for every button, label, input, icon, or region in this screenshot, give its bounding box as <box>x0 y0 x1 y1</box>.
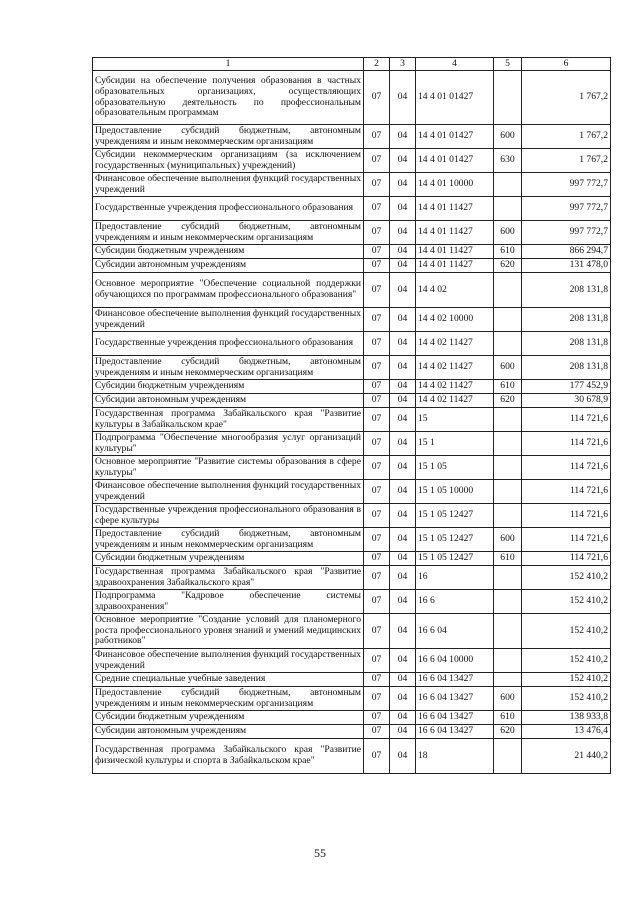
cell-amount: 152 410,2 <box>522 673 611 687</box>
cell-name: Предоставление субсидий бюджетным, автономным учреждениям и иным некоммерческим организациям <box>93 687 364 711</box>
cell-subsection: 04 <box>390 308 416 332</box>
cell-name: Предоставление субсидий бюджетным, автономным учреждениям и иным некоммерческим организациям <box>93 125 364 149</box>
cell-target-code: 14 4 02 11427 <box>416 356 494 380</box>
cell-target-code: 16 6 04 13427 <box>416 687 494 711</box>
cell-section: 07 <box>364 332 390 356</box>
cell-amount: 114 721,6 <box>522 552 611 566</box>
cell-amount: 131 478,0 <box>522 259 611 273</box>
cell-name: Государственная программа Забайкальского края "Развитие здравоохранения Забайкальского края" <box>93 566 364 590</box>
cell-target-code: 16 6 04 13427 <box>416 673 494 687</box>
cell-amount: 152 410,2 <box>522 590 611 614</box>
cell-expense-type <box>494 504 522 528</box>
cell-expense-type <box>494 590 522 614</box>
cell-section: 07 <box>364 356 390 380</box>
cell-name: Субсидии бюджетным учреждениям <box>93 380 364 394</box>
cell-target-code: 15 1 05 12427 <box>416 504 494 528</box>
cell-target-code: 14 4 01 01427 <box>416 125 494 149</box>
table-row <box>93 456 611 480</box>
cell-expense-type <box>494 739 522 774</box>
cell-target-code: 14 4 02 11427 <box>416 332 494 356</box>
cell-target-code: 16 6 04 10000 <box>416 649 494 673</box>
table-row <box>93 173 611 197</box>
cell-subsection: 04 <box>390 125 416 149</box>
cell-name: Предоставление субсидий бюджетным, автономным учреждениям и иным некоммерческим организациям <box>93 221 364 245</box>
cell-amount: 152 410,2 <box>522 649 611 673</box>
table-row <box>93 71 611 125</box>
cell-section: 07 <box>364 739 390 774</box>
cell-target-code: 16 6 04 13427 <box>416 711 494 725</box>
cell-section: 07 <box>364 614 390 649</box>
cell-amount: 114 721,6 <box>522 480 611 504</box>
cell-amount: 997 772,7 <box>522 221 611 245</box>
cell-name: Государственная программа Забайкальского края "Развитие физической культуры и спорта в Забайкальском крае" <box>93 739 364 774</box>
table-row <box>93 273 611 308</box>
cell-expense-type: 630 <box>494 149 522 173</box>
cell-subsection: 04 <box>390 528 416 552</box>
cell-subsection: 04 <box>390 245 416 259</box>
cell-subsection: 04 <box>390 711 416 725</box>
cell-target-code: 14 4 01 01427 <box>416 149 494 173</box>
cell-target-code: 16 6 <box>416 590 494 614</box>
table-row <box>93 504 611 528</box>
cell-amount: 1 767,2 <box>522 125 611 149</box>
cell-section: 07 <box>364 71 390 125</box>
cell-name: Субсидии автономным учреждениям <box>93 259 364 273</box>
cell-subsection: 04 <box>390 480 416 504</box>
cell-amount: 997 772,7 <box>522 173 611 197</box>
table-row <box>93 149 611 173</box>
cell-section: 07 <box>364 528 390 552</box>
cell-amount: 30 678,9 <box>522 394 611 408</box>
table-row <box>93 614 611 649</box>
cell-target-code: 14 4 01 11427 <box>416 245 494 259</box>
table-row <box>93 125 611 149</box>
cell-expense-type <box>494 71 522 125</box>
cell-expense-type <box>494 649 522 673</box>
column-header: 1 <box>93 58 364 71</box>
cell-name: Государственные учреждения профессионального образования <box>93 332 364 356</box>
cell-target-code: 15 1 05 12427 <box>416 528 494 552</box>
cell-section: 07 <box>364 245 390 259</box>
cell-target-code: 15 1 <box>416 432 494 456</box>
cell-subsection: 04 <box>390 504 416 528</box>
table-row <box>93 221 611 245</box>
cell-expense-type: 600 <box>494 528 522 552</box>
cell-target-code: 16 <box>416 566 494 590</box>
cell-subsection: 04 <box>390 197 416 221</box>
cell-name: Субсидии автономным учреждениям <box>93 394 364 408</box>
cell-expense-type: 620 <box>494 259 522 273</box>
cell-target-code: 15 1 05 <box>416 456 494 480</box>
cell-amount: 13 476,4 <box>522 725 611 739</box>
column-header: 3 <box>390 58 416 71</box>
cell-section: 07 <box>364 408 390 432</box>
cell-amount: 114 721,6 <box>522 504 611 528</box>
cell-section: 07 <box>364 173 390 197</box>
cell-section: 07 <box>364 125 390 149</box>
cell-expense-type <box>494 273 522 308</box>
cell-section: 07 <box>364 221 390 245</box>
cell-amount: 1 767,2 <box>522 149 611 173</box>
table-row <box>93 590 611 614</box>
cell-subsection: 04 <box>390 614 416 649</box>
cell-target-code: 14 4 01 11427 <box>416 221 494 245</box>
cell-name: Субсидии бюджетным учреждениям <box>93 245 364 259</box>
cell-amount: 208 131,8 <box>522 273 611 308</box>
cell-expense-type: 600 <box>494 125 522 149</box>
cell-section: 07 <box>364 673 390 687</box>
cell-name: Субсидии некоммерческим организациям (за исключением государственных (муниципальных) учреждений) <box>93 149 364 173</box>
cell-section: 07 <box>364 456 390 480</box>
table-row <box>93 394 611 408</box>
cell-section: 07 <box>364 197 390 221</box>
cell-expense-type <box>494 566 522 590</box>
cell-amount: 208 131,8 <box>522 356 611 380</box>
cell-subsection: 04 <box>390 408 416 432</box>
column-header: 5 <box>494 58 522 71</box>
cell-subsection: 04 <box>390 566 416 590</box>
cell-expense-type: 600 <box>494 356 522 380</box>
cell-amount: 866 294,7 <box>522 245 611 259</box>
cell-subsection: 04 <box>390 394 416 408</box>
cell-subsection: 04 <box>390 725 416 739</box>
table-row <box>93 308 611 332</box>
cell-expense-type <box>494 332 522 356</box>
cell-section: 07 <box>364 552 390 566</box>
cell-expense-type: 600 <box>494 687 522 711</box>
cell-amount: 152 410,2 <box>522 614 611 649</box>
table-row <box>93 711 611 725</box>
cell-section: 07 <box>364 649 390 673</box>
cell-target-code: 15 1 05 12427 <box>416 552 494 566</box>
cell-amount: 208 131,8 <box>522 308 611 332</box>
cell-section: 07 <box>364 504 390 528</box>
cell-subsection: 04 <box>390 739 416 774</box>
cell-subsection: 04 <box>390 149 416 173</box>
cell-name: Средние специальные учебные заведения <box>93 673 364 687</box>
cell-amount: 177 452,9 <box>522 380 611 394</box>
cell-name: Субсидии бюджетным учреждениям <box>93 552 364 566</box>
page-number: 55 <box>314 846 326 860</box>
cell-name: Финансовое обеспечение выполнения функций государственных учреждений <box>93 308 364 332</box>
table-row <box>93 332 611 356</box>
cell-name: Основное мероприятие "Обеспечение социальной поддержки обучающихся по программам профессионального образования" <box>93 273 364 308</box>
cell-expense-type <box>494 432 522 456</box>
table-row <box>93 649 611 673</box>
cell-subsection: 04 <box>390 273 416 308</box>
table-row <box>93 245 611 259</box>
cell-expense-type: 610 <box>494 711 522 725</box>
cell-subsection: 04 <box>390 673 416 687</box>
cell-expense-type <box>494 197 522 221</box>
cell-target-code: 15 1 05 10000 <box>416 480 494 504</box>
cell-expense-type <box>494 480 522 504</box>
cell-target-code: 16 6 04 13427 <box>416 725 494 739</box>
cell-expense-type <box>494 614 522 649</box>
cell-subsection: 04 <box>390 649 416 673</box>
cell-section: 07 <box>364 273 390 308</box>
cell-target-code: 14 4 02 11427 <box>416 394 494 408</box>
table-row <box>93 673 611 687</box>
cell-target-code: 14 4 01 11427 <box>416 259 494 273</box>
cell-name: Государственные учреждения профессионального образования в сфере культуры <box>93 504 364 528</box>
cell-section: 07 <box>364 725 390 739</box>
cell-amount: 21 440,2 <box>522 739 611 774</box>
cell-target-code: 14 4 02 <box>416 273 494 308</box>
table-row <box>93 480 611 504</box>
cell-subsection: 04 <box>390 173 416 197</box>
table-row <box>93 739 611 774</box>
table-row <box>93 725 611 739</box>
cell-name: Предоставление субсидий бюджетным, автономным учреждениям и иным некоммерческим организациям <box>93 356 364 380</box>
table-body <box>93 71 611 774</box>
cell-name: Государственная программа Забайкальского края "Развитие культуры в Забайкальском крае" <box>93 408 364 432</box>
cell-name: Государственные учреждения профессионального образования <box>93 197 364 221</box>
cell-section: 07 <box>364 432 390 456</box>
cell-subsection: 04 <box>390 590 416 614</box>
cell-expense-type: 610 <box>494 245 522 259</box>
cell-amount: 114 721,6 <box>522 408 611 432</box>
cell-name: Субсидии бюджетным учреждениям <box>93 711 364 725</box>
cell-name: Субсидии автономным учреждениям <box>93 725 364 739</box>
cell-amount: 152 410,2 <box>522 687 611 711</box>
column-header: 2 <box>364 58 390 71</box>
cell-section: 07 <box>364 566 390 590</box>
cell-expense-type: 620 <box>494 725 522 739</box>
cell-expense-type <box>494 456 522 480</box>
cell-name: Предоставление субсидий бюджетным, автономным учреждениям и иным некоммерческим организациям <box>93 528 364 552</box>
cell-amount: 1 767,2 <box>522 71 611 125</box>
cell-amount: 138 933,8 <box>522 711 611 725</box>
cell-section: 07 <box>364 711 390 725</box>
cell-section: 07 <box>364 308 390 332</box>
cell-target-code: 14 4 02 10000 <box>416 308 494 332</box>
cell-expense-type: 600 <box>494 221 522 245</box>
table-row <box>93 356 611 380</box>
table-header-row <box>93 58 611 71</box>
table-row <box>93 687 611 711</box>
table-row <box>93 432 611 456</box>
column-header: 6 <box>522 58 611 71</box>
cell-section: 07 <box>364 380 390 394</box>
cell-target-code: 14 4 01 01427 <box>416 71 494 125</box>
table-row <box>93 528 611 552</box>
cell-subsection: 04 <box>390 71 416 125</box>
cell-expense-type <box>494 173 522 197</box>
cell-target-code: 14 4 02 11427 <box>416 380 494 394</box>
cell-amount: 997 772,7 <box>522 197 611 221</box>
cell-expense-type <box>494 308 522 332</box>
cell-name: Основное мероприятие "Создание условий для планомерного роста профессионального уровня знаний и умений медицинских работников" <box>93 614 364 649</box>
cell-expense-type: 610 <box>494 552 522 566</box>
cell-target-code: 14 4 01 11427 <box>416 197 494 221</box>
cell-section: 07 <box>364 394 390 408</box>
cell-target-code: 14 4 01 10000 <box>416 173 494 197</box>
table-row <box>93 566 611 590</box>
cell-amount: 114 721,6 <box>522 528 611 552</box>
cell-name: Подпрограмма "Обеспечение многообразия услуг организаций культуры" <box>93 432 364 456</box>
cell-target-code: 15 <box>416 408 494 432</box>
table-row <box>93 408 611 432</box>
cell-expense-type <box>494 408 522 432</box>
cell-name: Финансовое обеспечение выполнения функций государственных учреждений <box>93 173 364 197</box>
budget-table <box>92 57 611 774</box>
cell-name: Финансовое обеспечение выполнения функций государственных учреждений <box>93 649 364 673</box>
cell-subsection: 04 <box>390 432 416 456</box>
cell-section: 07 <box>364 149 390 173</box>
cell-section: 07 <box>364 480 390 504</box>
cell-amount: 114 721,6 <box>522 432 611 456</box>
cell-amount: 114 721,6 <box>522 456 611 480</box>
cell-subsection: 04 <box>390 687 416 711</box>
table-row <box>93 197 611 221</box>
cell-subsection: 04 <box>390 221 416 245</box>
cell-subsection: 04 <box>390 332 416 356</box>
cell-amount: 208 131,8 <box>522 332 611 356</box>
column-header: 4 <box>416 58 494 71</box>
cell-expense-type: 620 <box>494 394 522 408</box>
cell-subsection: 04 <box>390 456 416 480</box>
table-row <box>93 380 611 394</box>
cell-name: Основное мероприятие "Развитие системы образования в сфере культуры" <box>93 456 364 480</box>
cell-subsection: 04 <box>390 552 416 566</box>
cell-expense-type: 610 <box>494 380 522 394</box>
cell-subsection: 04 <box>390 259 416 273</box>
cell-subsection: 04 <box>390 356 416 380</box>
cell-name: Подпрограмма "Кадровое обеспечение системы здравоохранения" <box>93 590 364 614</box>
cell-target-code: 18 <box>416 739 494 774</box>
cell-expense-type <box>494 673 522 687</box>
table-row <box>93 259 611 273</box>
cell-section: 07 <box>364 259 390 273</box>
cell-target-code: 16 6 04 <box>416 614 494 649</box>
cell-name: Финансовое обеспечение выполнения функций государственных учреждений <box>93 480 364 504</box>
cell-name: Субсидии на обеспечение получения образования в частных образовательных организациях, осуществляющих образовательную деятельность по профессиональным образовательным программам <box>93 71 364 125</box>
cell-amount: 152 410,2 <box>522 566 611 590</box>
cell-subsection: 04 <box>390 380 416 394</box>
cell-section: 07 <box>364 590 390 614</box>
cell-section: 07 <box>364 687 390 711</box>
table-row <box>93 552 611 566</box>
